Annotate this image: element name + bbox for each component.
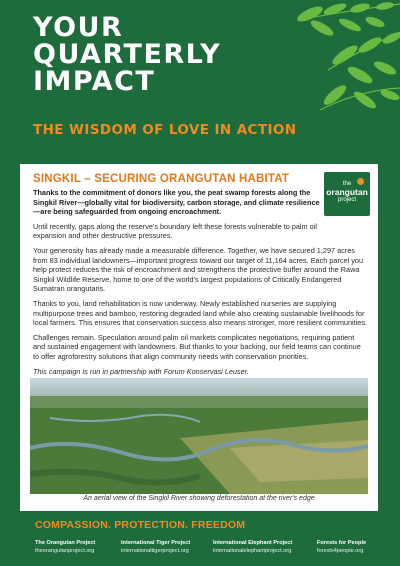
logo-text-line-3: project (337, 197, 356, 203)
title-line-1: YOUR (33, 12, 124, 43)
body-paragraph: Challenges remain. Speculation around palm oil markets complicates negotiations, requiring patient and sustained engagement with landowners. But thanks to your backing, our field teams can continue to offer agroforestry solutions that align community needs with conservation priorities. (33, 332, 361, 361)
footer-item-name: The Orangutan Project (35, 540, 96, 546)
logo-text-line-2: orangutan (326, 187, 368, 197)
aerial-river-photo (30, 378, 368, 494)
body-paragraph: Your generosity has already made a measurable difference. Together, we have secured 1,297 acres from 83 individual landowners—important progress toward our target of 11,164 acres. Each parcel you help protect reduces the risk of encroachment and strengthens the protective buffer around the Rawa Singkil Wildlife Reserve, home to one of the world's largest populations of Critically Endangered Sumatran orangutans. (33, 245, 364, 294)
footer-item-name: International Tiger Project (121, 540, 191, 546)
article-card (20, 164, 378, 511)
partnership-note: This campaign is run in partnership with Forum Konservasi Leuser. (33, 366, 249, 376)
tagline: COMPASSION. PROTECTION. FREEDOM (35, 519, 246, 531)
body-paragraph: Thanks to you, land rehabilitation is now underway. Newly established nurseries are supplying multipurpose trees and bamboo, restoring degraded land while also creating sustainable livelihoods for local farmers. This ensures that conservation success also means stronger, more resilient communities. (33, 298, 368, 328)
logo-text-line-1: the (342, 181, 352, 187)
footer-item-url[interactable]: forests4people.org (317, 548, 364, 554)
orangutan-icon (357, 178, 364, 185)
footer-item-elephant[interactable] (213, 539, 292, 555)
footer-item-url[interactable]: theorangutanproject.org (35, 548, 95, 554)
photo-caption: An aerial view of the Singkil River showing deforestation at the river's edge (83, 495, 315, 502)
footer-item-name: International Elephant Project (213, 540, 293, 546)
orangutan-project-logo[interactable] (324, 172, 370, 216)
page-title (33, 14, 221, 95)
title-line-3: IMPACT (33, 66, 156, 97)
lead-paragraph: Thanks to the commitment of donors like you, the peat swamp forests along the Singkil River—globally vital for biodiversity, carbon storage, and climate resilience—are being safeguarded from ongoing encroachment. (33, 188, 320, 217)
fern-leaves-decoration (210, 0, 400, 125)
article-title: SINGKIL – SECURING ORANGUTAN HABITAT (33, 173, 290, 185)
footer-item-url[interactable]: internationalelephantproject.org (213, 548, 292, 554)
footer-item-name: Forests for People (317, 540, 367, 546)
footer-item-url[interactable]: internationaltigerproject.org (121, 548, 189, 554)
footer-item-forests[interactable] (317, 539, 366, 555)
body-paragraph: Until recently, gaps along the reserve's boundary left these forests vulnerable to palm oil expansion and other destructive pressures. (33, 221, 317, 241)
page-subtitle: THE WISDOM OF LOVE IN ACTION (33, 122, 297, 138)
title-line-2: QUARTERLY (33, 39, 222, 70)
footer-item-orangutan[interactable] (35, 539, 95, 555)
footer-links (35, 539, 385, 561)
footer-item-tiger[interactable] (121, 539, 190, 555)
